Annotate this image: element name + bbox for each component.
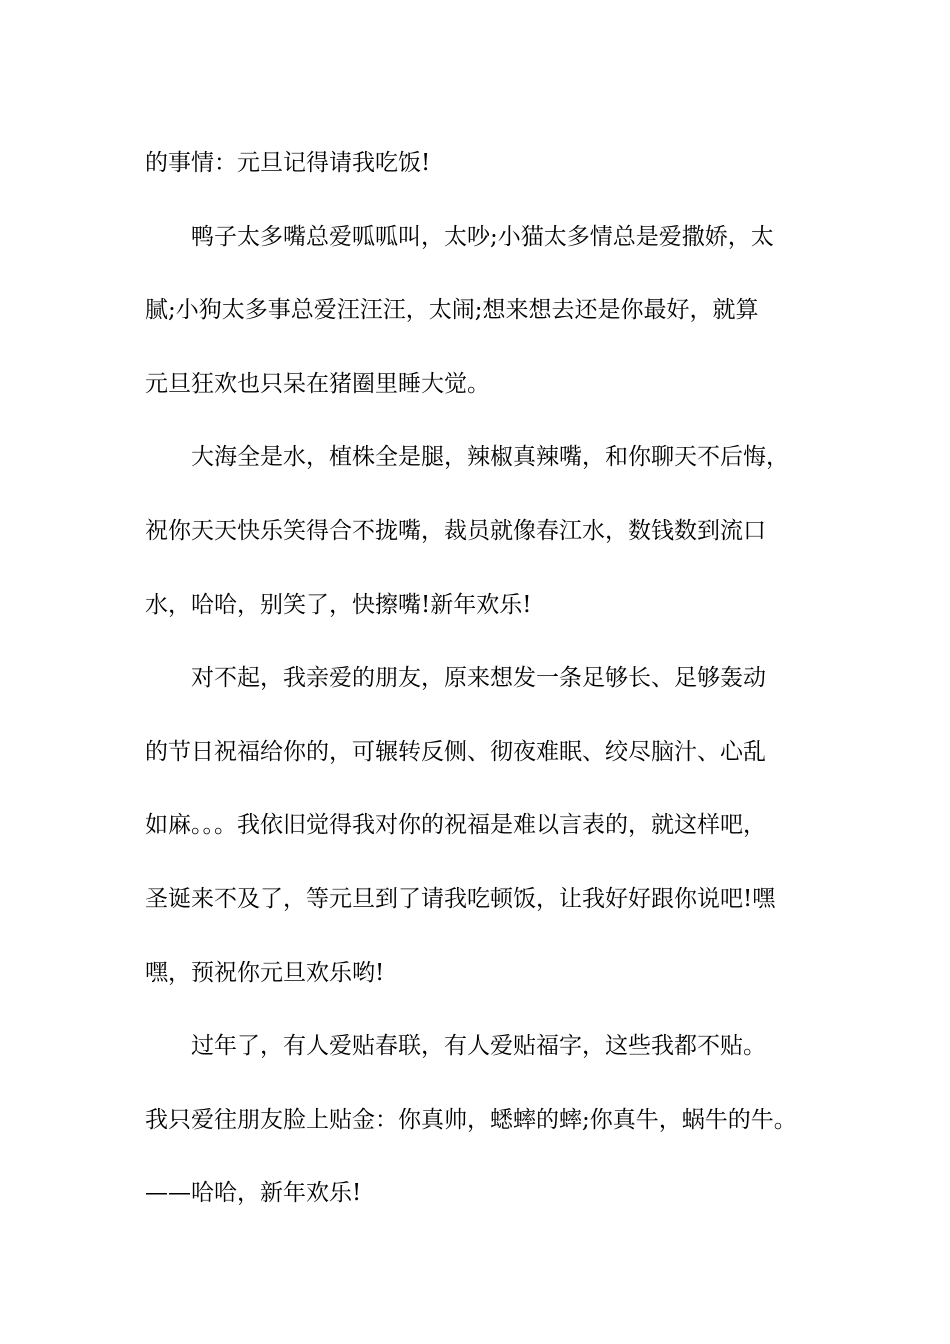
text-line: 过年了，有人爱贴春联，有人爱贴福字，这些我都不贴。: [191, 1033, 766, 1060]
text-line: 圣诞来不及了，等元旦到了请我吃顿饭，让我好好跟你说吧!嘿: [145, 885, 776, 912]
paragraph: [145, 642, 825, 1010]
text-line: ——哈哈，新年欢乐!: [145, 1180, 362, 1207]
text-line: 鸭子太多嘴总爱呱呱叫，太吵;小猫太多情总是爱撒娇，太: [191, 223, 774, 250]
document-body: [145, 127, 825, 1231]
paragraph: [145, 127, 825, 201]
text-line: 元旦狂欢也只呆在猪圈里睡大觉。: [145, 370, 490, 397]
text-line: 如麻。。。我依旧觉得我对你的祝福是难以言表的，就这样吧，: [145, 812, 766, 839]
text-line: 祝你天天快乐笑得合不拢嘴，裁员就像春江水，数钱数到流口: [145, 517, 766, 544]
text-line: 腻;小狗太多事总爱汪汪汪，太闹;想来想去还是你最好，就算: [145, 297, 759, 324]
paragraph: [145, 1010, 825, 1231]
text-line: 大海全是水，植株全是腿，辣椒真辣嘴，和你聊天不后悔，: [191, 444, 789, 471]
text-line: 的节日祝福给你的，可辗转反侧、彻夜难眠、绞尽脑汁、心乱: [145, 738, 766, 765]
text-line: 嘿，预祝你元旦欢乐哟!: [145, 959, 385, 986]
text-line: 对不起，我亲爱的朋友，原来想发一条足够长、足够轰动: [191, 665, 766, 692]
text-line: 的事情：元旦记得请我吃饭!: [145, 150, 431, 176]
text-line: 水，哈哈，别笑了，快擦嘴!新年欢乐!: [145, 591, 532, 618]
paragraph: [145, 201, 825, 422]
paragraph: [145, 421, 825, 642]
text-line: 我只爱往朋友脸上贴金：你真帅，蟋蟀的蟀;你真牛，蜗牛的牛。: [145, 1106, 797, 1133]
